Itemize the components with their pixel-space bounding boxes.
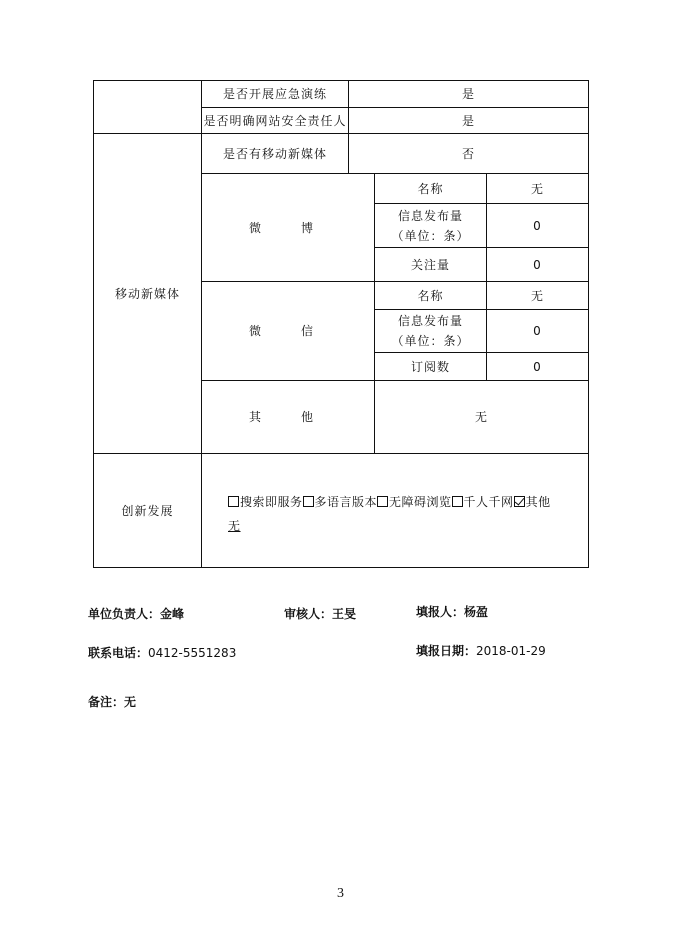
wechat-subscribers-value: 0	[533, 359, 542, 374]
wechat-posts-label-line1: 信息发布量	[397, 314, 463, 328]
filer-value: 杨盈	[464, 605, 489, 619]
weibo-posts-label-line2: （单位：条）	[391, 228, 470, 243]
has-mobile-media-label: 是否有移动新媒体	[222, 146, 327, 161]
reviewer-label: 审核人：	[284, 607, 333, 621]
security-owner-value: 是	[461, 113, 475, 128]
reviewer-value: 王旻	[332, 607, 357, 621]
innovation-label: 创新发展	[121, 503, 174, 518]
innovation-options	[228, 490, 588, 538]
weibo-posts-value: 0	[533, 218, 542, 233]
checkbox-icon[interactable]	[303, 496, 314, 507]
weibo-followers-value: 0	[533, 257, 542, 272]
unit-head	[88, 605, 184, 622]
other-media-label: 其 他	[248, 410, 327, 424]
weibo-followers-label: 关注量	[410, 257, 450, 272]
weibo-label: 微 博	[248, 220, 327, 235]
unit-head-label: 单位负责人：	[88, 607, 161, 621]
remark-label: 备注：	[88, 695, 125, 709]
date-label: 填报日期：	[416, 644, 477, 658]
weibo-name-label: 名称	[417, 181, 444, 196]
innovation-option-search[interactable]	[228, 495, 303, 509]
option-label: 多语言版本	[314, 495, 378, 509]
unit-head-value: 金峰	[160, 607, 185, 621]
wechat-subscribers-label: 订阅数	[410, 359, 450, 374]
wechat-label: 微 信	[248, 324, 327, 338]
reviewer	[284, 605, 356, 622]
weibo-posts-label	[375, 204, 486, 247]
page-number: 3	[337, 886, 344, 901]
remark-value: 无	[124, 695, 137, 709]
option-label: 无障碍浏览	[389, 495, 452, 509]
innovation-option-other[interactable]	[514, 495, 551, 509]
phone-label: 联系电话：	[88, 646, 149, 660]
innovation-other-text: 无	[228, 519, 241, 533]
wechat-posts-label-line2: （单位：条）	[391, 334, 470, 348]
option-label: 千人千网	[463, 495, 514, 509]
other-media-value: 无	[474, 410, 488, 424]
filer	[416, 603, 488, 620]
checkbox-icon[interactable]	[377, 496, 388, 507]
wechat-name-label: 名称	[417, 288, 444, 303]
wechat-posts-label	[375, 310, 486, 352]
emergency-drill-value: 是	[461, 87, 475, 101]
checkbox-checked-icon[interactable]	[514, 496, 525, 507]
checkbox-icon[interactable]	[452, 496, 463, 507]
checkbox-icon[interactable]	[228, 496, 239, 507]
option-label: 搜索即服务	[240, 495, 303, 509]
mobile-media-section-label: 移动新媒体	[114, 286, 180, 301]
emergency-drill-label: 是否开展应急演练	[222, 87, 327, 101]
option-label: 其他	[525, 495, 551, 509]
innovation-option-accessibility[interactable]	[377, 495, 452, 509]
phone-value: 0412-5551283	[148, 646, 237, 660]
security-owner-label: 是否明确网站安全责任人	[203, 113, 347, 128]
innovation-option-multilang[interactable]	[303, 495, 378, 509]
filer-label: 填报人：	[416, 605, 465, 619]
phone	[88, 644, 236, 661]
remark	[88, 693, 136, 710]
has-mobile-media-value: 否	[461, 146, 475, 161]
date-value: 2018-01-29	[476, 644, 546, 658]
fill-date	[416, 642, 546, 659]
wechat-name-value: 无	[530, 288, 544, 303]
innovation-option-personalized[interactable]	[452, 495, 514, 509]
wechat-posts-value: 0	[533, 324, 542, 338]
weibo-name-value: 无	[530, 181, 544, 196]
weibo-posts-label-line1: 信息发布量	[397, 208, 463, 223]
